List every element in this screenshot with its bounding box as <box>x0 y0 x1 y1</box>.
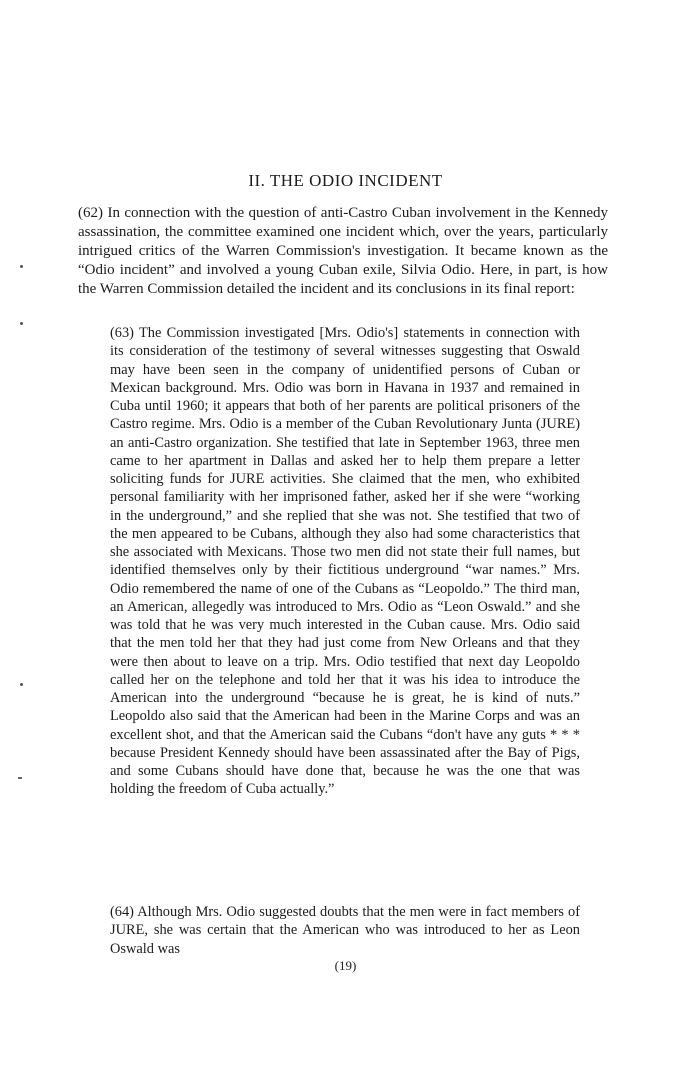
margin-mark <box>20 265 23 268</box>
margin-mark <box>20 322 23 325</box>
margin-mark <box>20 683 23 686</box>
quoted-paragraph-63: (63) The Commission investigated [Mrs. Odio's] statements in connection with its consideration of the testimony of several witnesses suggesting that Oswald may have been seen in the company of unidentified persons of Cuban or Mexican background. Mrs. Odio was born in Havana in 1937 and remained in Cuba until 1960; it appears that both of her parents are political prisoners of the Castro regime. Mrs. Odio is a member of the Cuban Revolutionary Junta (JURE) an anti-Castro organization. She testified that late in September 1963, three men came to her apartment in Dallas and asked her to help them prepare a letter soliciting funds for JURE activities. She claimed that the men, who exhibited personal familiarity with her imprisoned father, asked her if she were “working in the underground,” and she replied that she was not. She testified that two of the men appeared to be Cubans, although they also had some characteristics that she associated with Mexicans. Those two men did not state their full names, but identified themselves only by their fictitious underground “war names.” Mrs. Odio remembered the name of one of the Cubans as “Leopoldo.” The third man, an American, allegedly was introduced to Mrs. Odio as “Leon Oswald.” and she was told that he was very much interested in the Cuban cause. Mrs. Odio said that the men told her that they had just come from New Orleans and that they were then about to leave on a trip. Mrs. Odio testified that next day Leopoldo called her on the telephone and told her that it was his idea to introduce the American into the underground “because he is great, he is kind of nuts.” Leopoldo also said that the American had been in the Marine Corps and was an excellent shot, and that the American said the Cubans “don't have any guts * * * because President Kennedy should have been assassinated after the Bay of Pigs, and some Cubans should have done that, because he was the one that was holding the freedom of Cuba actually.” <box>110 325 580 798</box>
margin-mark <box>18 777 22 779</box>
page-number: (19) <box>334 958 357 973</box>
paragraph-64: (64) Although Mrs. Odio suggested doubts that the men were in fact members of JURE, she was certain that the American who was introduced to her as Leon Oswald was <box>110 904 580 957</box>
section-title: II. THE ODIO INCIDENT <box>248 171 443 190</box>
paragraph-62: (62) In connection with the question of anti-Castro Cuban involvement in the Kennedy assassination, the committee examined one incident which, over the years, particularly intrigued critics of the Warren Commission's investigation. It became known as the “Odio incident” and involved a young Cuban exile, Silvia Odio. Here, in part, is how the Warren Commission detailed the incident and its conclusions in its final report: <box>78 205 608 297</box>
